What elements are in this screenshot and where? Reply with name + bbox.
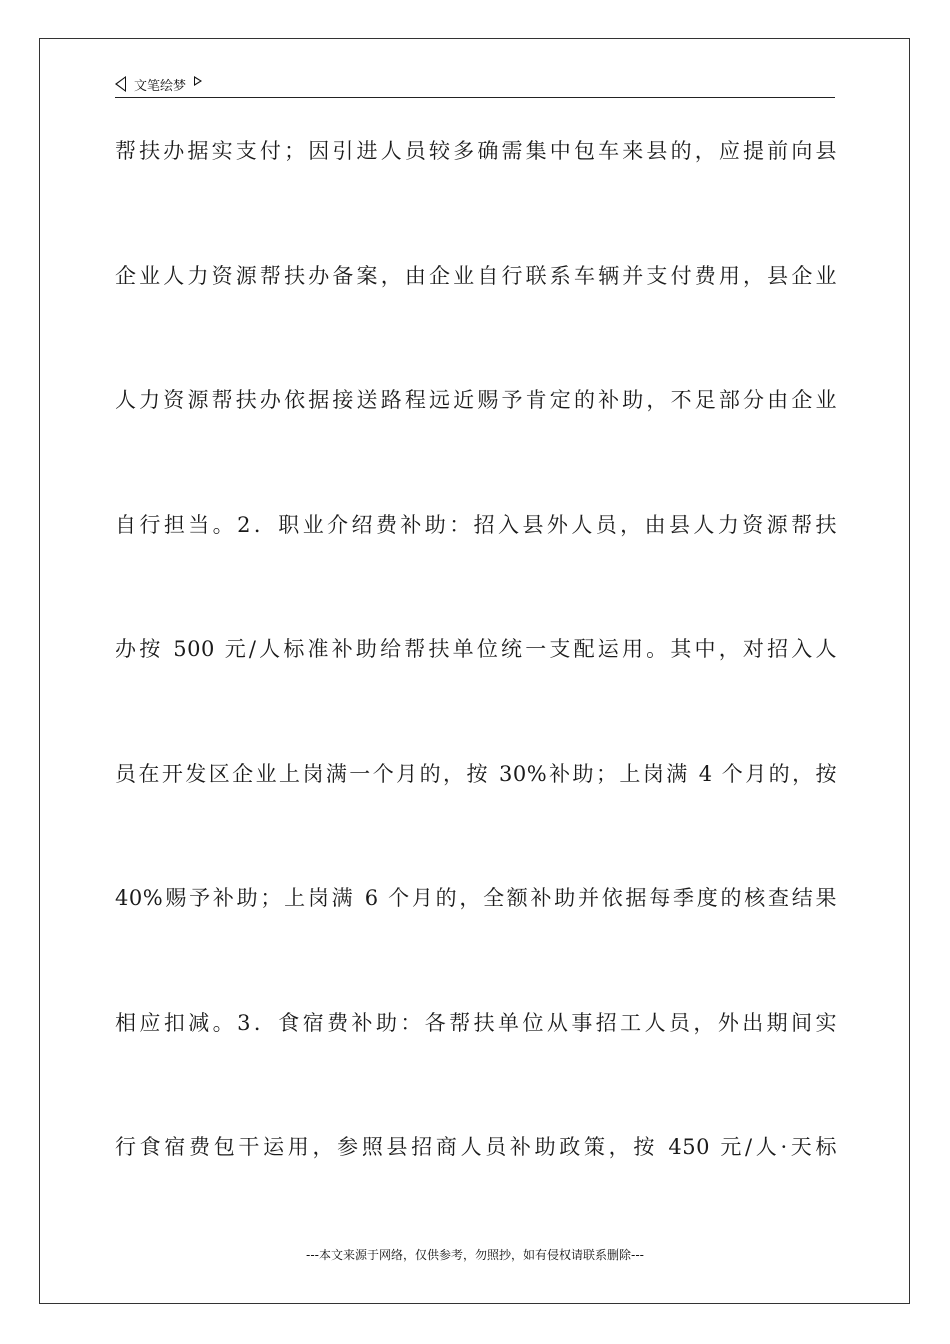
body-line: 办按 500 元/人标准补助给帮扶单位统一支配运用。其中，对招入人 — [115, 637, 837, 661]
body-line: 相应扣减。3．食宿费补助：各帮扶单位从事招工人员，外出期间实 — [115, 1010, 837, 1035]
body-line: 企业人力资源帮扶办备案，由企业自行联系车辆并支付费用，县企业 — [115, 263, 837, 288]
document-body — [115, 126, 837, 1247]
page-header — [115, 73, 202, 95]
triangle-right-icon — [194, 76, 202, 86]
body-line: 员在开发区企业上岗满一个月的，按 30%补助；上岗满 4 个月的，按 — [115, 761, 837, 786]
triangle-left-icon — [115, 76, 126, 92]
body-line: 自行担当。2．职业介绍费补助：招入县外人员，由县人力资源帮扶 — [115, 512, 837, 537]
body-line: 40%赐予补助；上岗满 6 个月的，全额补助并依据每季度的核查结果 — [115, 886, 837, 910]
body-line: 帮扶办据实支付；因引进人员较多确需集中包车来县的，应提前向县 — [115, 139, 837, 163]
body-line: 人力资源帮扶办依据接送路程远近赐予肯定的补助，不足部分由企业 — [115, 388, 837, 412]
header-title: 文笔绘梦 — [134, 78, 187, 94]
header-divider — [115, 97, 835, 98]
footer-disclaimer: ---本文来源于网络，仅供参考，勿照抄，如有侵权请联系删除--- — [306, 1248, 644, 1262]
body-line: 行食宿费包干运用，参照县招商人员补助政策，按 450 元/人·天标 — [115, 1135, 837, 1159]
